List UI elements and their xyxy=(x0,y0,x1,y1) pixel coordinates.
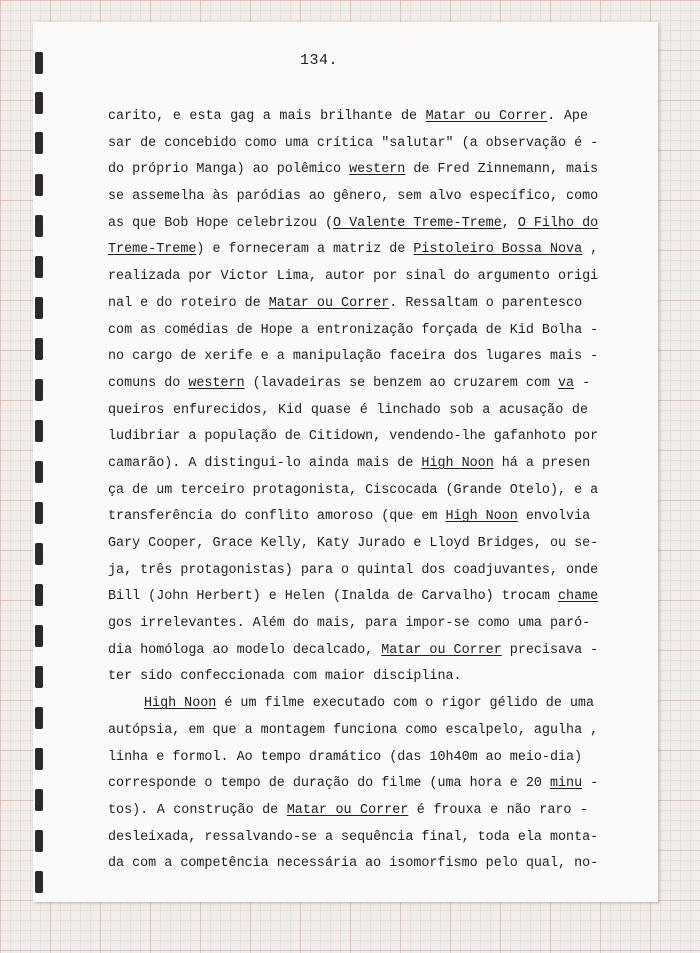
binding-hole xyxy=(35,789,43,811)
underlined-title: Matar ou Correr xyxy=(381,642,502,658)
text-line xyxy=(108,478,599,505)
text-line xyxy=(108,504,591,531)
text-segment: ja, três protagonistas) para o quintal dos coadjuvantes, onde xyxy=(108,562,599,578)
underlined-title: Matar ou Correr xyxy=(268,295,390,311)
text-segment: de Fred Zinnemann, mais xyxy=(405,162,599,178)
binding-hole xyxy=(35,461,43,483)
binding-hole xyxy=(35,379,43,401)
text-line xyxy=(108,344,599,371)
text-segment: ça de um terceiro protagonista, Ciscocada (Grande Otelo), e a xyxy=(108,482,599,498)
text-segment: comuns do xyxy=(108,375,189,391)
text-line xyxy=(108,611,591,638)
binding-hole xyxy=(35,502,43,524)
text-segment: queiros enfurecidos, Kid quase é linchado sob a acusação de xyxy=(108,402,588,418)
underlined-title: High Noon xyxy=(144,696,217,712)
text-line xyxy=(108,157,599,184)
text-segment: - xyxy=(582,776,599,792)
text-line xyxy=(108,291,588,318)
text-segment: gos irrelevantes. Além do mais, para impor-se como uma paró- xyxy=(108,616,591,632)
text-segment: é frouxa e não raro - xyxy=(408,802,588,818)
text-segment: é um filme executado com o rigor gélido de uma xyxy=(216,696,595,712)
binding-hole xyxy=(35,625,43,647)
underlined-title: western xyxy=(349,162,406,178)
text-segment: carito, e esta gag a mais brilhante de xyxy=(108,109,426,124)
binding-hole xyxy=(35,215,43,237)
text-segment: linha e formol. Ao tempo dramático (das 10h40m ao meio-dia) xyxy=(108,749,583,765)
underlined-title: western xyxy=(188,375,245,391)
text-line xyxy=(108,531,599,558)
binding-hole xyxy=(35,420,43,442)
text-line xyxy=(108,798,588,825)
text-segment: autópsia, em que a montagem funciona como escalpelo, agulha , xyxy=(108,722,599,738)
underlined-title: O Valente Treme-Treme xyxy=(333,215,502,231)
text-segment: com as comédias de Hope a entronização forçada de Kid Bolha - xyxy=(108,322,599,338)
underlined-title: chame xyxy=(558,589,599,605)
text-line xyxy=(108,211,599,238)
binding-hole xyxy=(35,92,43,114)
text-segment: envolvia xyxy=(517,509,591,525)
text-segment: no cargo de xerife e a manipulação faceira dos lugares mais - xyxy=(108,349,599,365)
text-segment: Bill (John Herbert) e Helen (Inalda de Carvalho) trocam xyxy=(108,589,558,605)
text-segment: . Ressaltam o parentesco xyxy=(389,295,583,311)
text-segment: Gary Cooper, Grace Kelly, Katy Jurado e Lloyd Bridges, ou se- xyxy=(108,536,599,551)
binding-hole xyxy=(35,52,43,74)
text-line xyxy=(108,851,599,878)
text-line xyxy=(108,771,599,798)
underlined-title: Matar ou Correr xyxy=(425,109,548,124)
text-segment: . Ape xyxy=(547,109,588,124)
text-line xyxy=(108,745,588,772)
text-line xyxy=(108,131,599,158)
text-line xyxy=(108,638,599,665)
text-line xyxy=(108,318,599,345)
text-segment: nal e do roteiro de xyxy=(108,295,269,311)
text-segment: realizada por Victor Lima, autor por sinal do argumento origi xyxy=(108,269,599,285)
text-line xyxy=(108,451,591,478)
text-segment: precisava - xyxy=(501,642,599,658)
text-line xyxy=(108,104,588,131)
text-line xyxy=(108,664,588,691)
text-line xyxy=(108,398,588,425)
text-segment: , xyxy=(582,242,599,258)
text-line xyxy=(108,237,599,264)
binding-hole xyxy=(35,666,43,688)
text-segment: as que Bob Hope celebrizou ( xyxy=(108,215,333,231)
text-segment: se assemelha às paródias ao gênero, sem alvo específico, como xyxy=(108,189,599,205)
text-segment: sar de concebido como uma crítica "salutar" (a observação é - xyxy=(108,135,599,151)
body-text xyxy=(108,104,599,878)
text-segment: transferência do conflito amoroso (que em xyxy=(108,509,446,525)
binding-hole xyxy=(35,297,43,319)
text-segment: , xyxy=(501,215,518,231)
text-line xyxy=(108,691,595,718)
text-line xyxy=(108,718,599,745)
text-line xyxy=(108,184,599,211)
binding-hole xyxy=(35,543,43,565)
text-segment: dia homóloga ao modelo decalcado, xyxy=(108,642,382,658)
text-segment: ludibriar a população de Citidown, vendendo-lhe gafanhoto por xyxy=(108,429,599,445)
binding-hole xyxy=(35,338,43,360)
text-segment: corresponde o tempo de duração do filme (uma hora e 20 xyxy=(108,776,550,792)
underlined-title: Treme-Treme xyxy=(108,242,197,258)
binding-hole xyxy=(35,256,43,278)
text-segment: da com a competência necessária ao isomorfismo pelo qual, no- xyxy=(108,856,599,872)
text-line xyxy=(108,424,599,451)
text-line xyxy=(108,558,599,585)
underlined-title: va xyxy=(558,375,575,391)
underlined-title: High Noon xyxy=(445,509,518,525)
text-segment: há a presen xyxy=(493,455,591,471)
underlined-title: High Noon xyxy=(421,455,494,471)
binding-hole xyxy=(35,830,43,852)
text-segment: (lavadeiras se benzem ao cruzarem com xyxy=(244,375,559,391)
text-line xyxy=(108,584,599,611)
binding-hole xyxy=(35,748,43,770)
text-segment: - xyxy=(574,375,591,391)
text-segment: desleixada, ressalvando-se a sequência final, toda ela monta- xyxy=(108,829,599,845)
text-line xyxy=(108,371,591,398)
binding-hole xyxy=(35,871,43,893)
underlined-title: minu xyxy=(549,776,583,792)
text-line xyxy=(108,825,599,852)
text-segment: ) e forneceram a matriz de xyxy=(196,242,414,258)
underlined-title: O Filho do xyxy=(517,215,599,231)
binding-hole xyxy=(35,584,43,606)
page-number: 134. xyxy=(300,52,339,69)
underlined-title: Pistoleiro Bossa Nova xyxy=(413,242,583,258)
text-segment: ter sido confeccionada com maior disciplina. xyxy=(108,669,462,685)
underlined-title: Matar ou Correr xyxy=(286,802,409,818)
text-segment: tos). A construção de xyxy=(108,802,287,818)
binding-hole xyxy=(35,132,43,154)
binding-hole xyxy=(35,707,43,729)
text-line xyxy=(108,264,599,291)
binding-hole xyxy=(35,174,43,196)
text-segment: do próprio Manga) ao polêmico xyxy=(108,162,350,178)
text-segment: camarão). A distingui-lo ainda mais de xyxy=(108,455,422,471)
